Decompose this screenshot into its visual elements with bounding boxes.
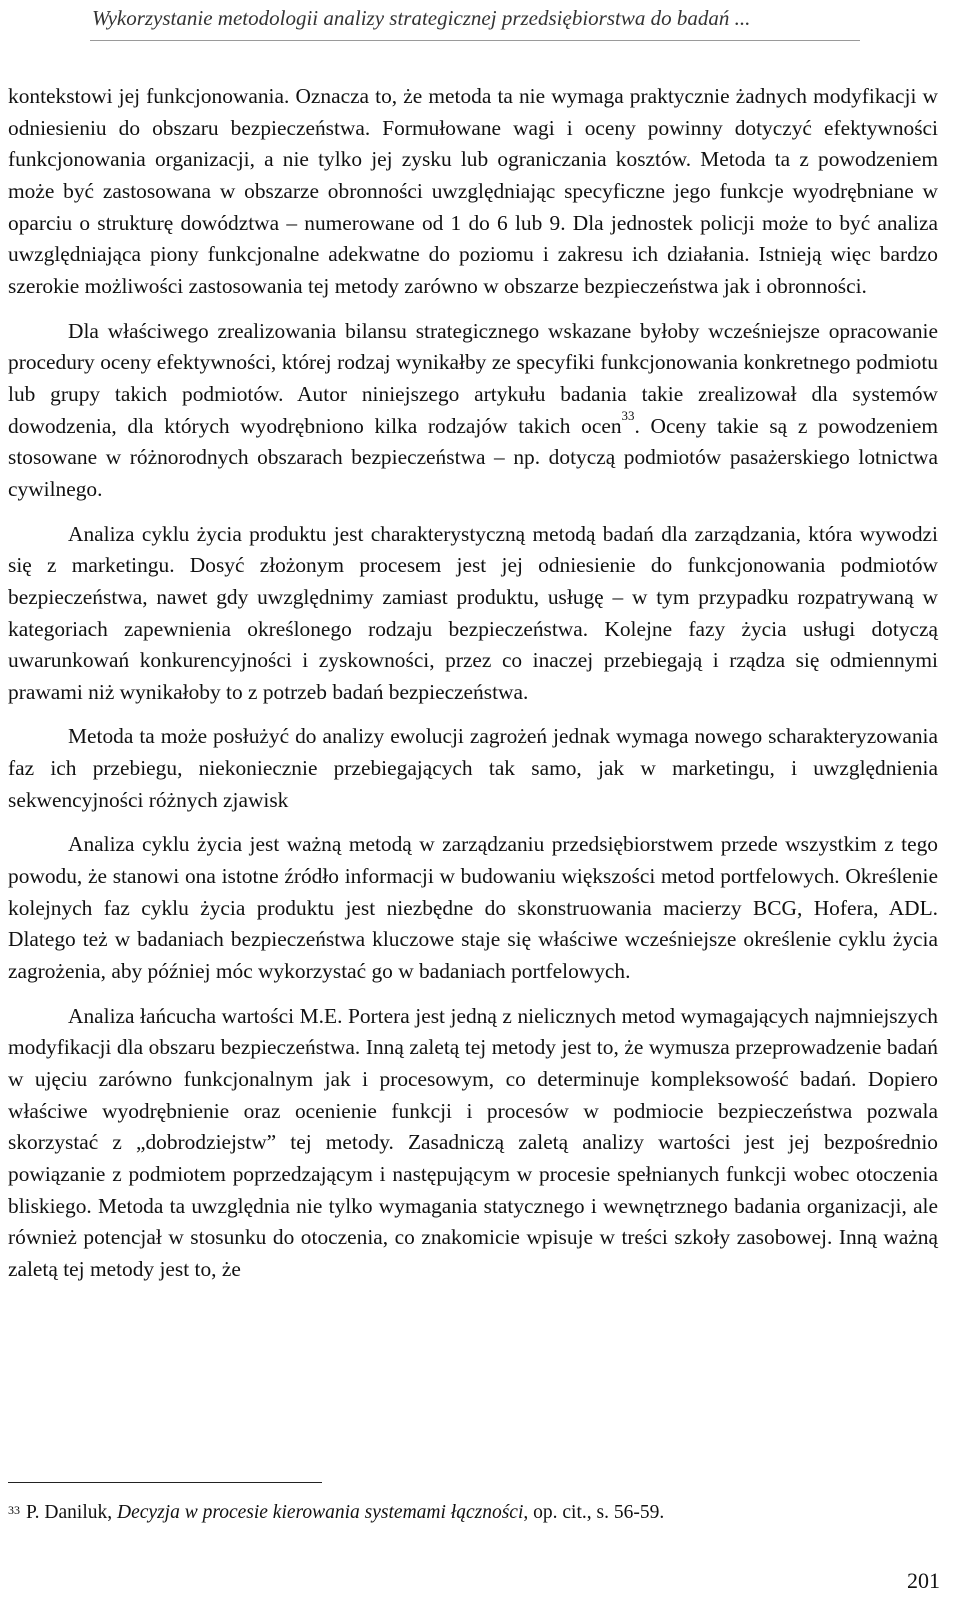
footnote-text-before: P. Daniluk, <box>26 1502 118 1523</box>
paragraph-5: Analiza cyklu życia jest ważną metodą w zarządzaniu przedsiębiorstwem przede wszystkim z tego powodu, że stanowi ona istotne źródło informacji w budowaniu większości metod portfelowych. Określenie kolejnych faz cyklu życia produktu jest niezbędne do skonstruowania macierzy BCG, Hofera, ADL. Dlatego też w badaniach bezpieczeństwa kluczowe staje się właściwe wcześniejsze określenie cyklu życia zagrożenia, aby później móc wykorzystać go w badaniach portfelowych. <box>8 832 938 984</box>
paragraph-2-text-after: . Oceny takie są z powodzeniem stosowane w różnorodnych obszarach bezpieczeństwa – np. dotyczą podmiotów pasażerskiego lotnictwa cywilnego. <box>8 413 938 501</box>
footnote-33 <box>8 1500 938 1526</box>
paragraph-6: Analiza łańcucha wartości M.E. Portera jest jedną z nielicznych metod wymagających najmniejszych modyfikacji dla obszaru bezpieczeństwa. Inną zaletą tej metody jest to, że wymusza przeprowadzenie badań w ujęciu zarówno funkcjonalnym jak i procesowym, co determinuje kompleksowość badań. Dopiero właściwe wyodrębnienie oraz ocenienie funkcji i procesów w podmiocie bezpieczeństwa pozwala skorzystać z „dobrodziejstw” tej metody. Zasadniczą zaletą analizy wartości jest jej bezpośrednio powiązanie z podmiotem poprzedzającym i następującym w procesie spełnianych funkcji wobec otoczenia bliskiego. Metoda ta uwzględnia nie tylko wymagania statycznego i wewnętrznego badania organizacji, ale również potencjał w stosunku do otoczenia, co znakomicie wpisuje w treści szkoły zasobowej. Inną ważną zaletą tej metody jest to, że <box>8 1003 938 1281</box>
paragraph-2-text-before: Dla właściwego zrealizowania bilansu strategicznego wskazane byłoby wcześniejsze opracowanie procedury oceny efektywności, której rodzaj wynikałby ze specyfiki funkcjonowania konkretnego podmiotu lub grupy takich podmiotów. Autor niniejszego artykułu badania takie zrealizował dla systemów dowodzenia, dla których wyodrębniono kilka rodzajów takich ocen <box>8 318 938 438</box>
paragraph-3: Analiza cyklu życia produktu jest charakterystyczną metodą badań dla zarządzania, która wywodzi się z marketingu. Dosyć złożonym procesem jest jej odniesienie do funkcjonowania podmiotów bezpieczeństwa, nawet gdy uwzględnimy zamiast produktu, usługę – w tym przypadku rozpatrywaną w kategoriach zapewnienia określonego rodzaju bezpieczeństwa. Kolejne fazy życia usługi dotyczą uwarunkowań konkurencyjności i zyskowności, przez co inaczej przebiegają i rządza się odmiennymi prawami niż wynikałoby to z potrzeb badań bezpieczeństwa. <box>8 521 938 704</box>
footnote-reference-33[interactable]: 33 <box>621 407 635 423</box>
main-text <box>8 81 938 1299</box>
header-divider <box>90 40 860 41</box>
footnote-cited-title: Decyzja w procesie kierowania systemami łączności <box>117 1502 524 1523</box>
paragraph-4: Metoda ta może posłużyć do analizy ewolucji zagrożeń jednak wymaga nowego scharakteryzowania faz ich przebiegu, niekoniecznie przebiegających tak samo, jak w marketingu, i uwzględnienia sekwencyjności różnych zjawisk <box>8 724 938 812</box>
footnote-text-after: , op. cit., s. 56-59. <box>523 1502 665 1523</box>
page-number: 201 <box>907 1568 940 1593</box>
running-header: Wykorzystanie metodologii analizy strategicznej przedsiębiorstwa do badań ... <box>92 6 751 30</box>
footnote-divider <box>8 1482 322 1483</box>
paragraph-2 <box>8 316 938 506</box>
paragraph-1: kontekstowi jej funkcjonowania. Oznacza to, że metoda ta nie wymaga praktycznie żadnych modyfikacji w odniesieniu do obszaru bezpieczeństwa. Formułowane wagi i oceny powinny dotyczyć efektywności funkcjonowania organizacji, a nie tylko jej zysku lub ograniczania kosztów. Metoda ta z powodzeniem może być zastosowana w obszarze obronności uwzględniając specyficzne jego funkcje wyodrębniane w oparciu o strukturę dowództwa – numerowane od 1 do 6 lub 9. Dla jednostek policji może to być analiza uwzględniająca piony funkcjonalne adekwatne do poziomu i zakresu ich działania. Istnieją więc bardzo szerokie możliwości zastosowania tej metody zarówno w obszarze bezpieczeństwa jak i obronności. <box>8 84 938 298</box>
footnote-number: 33 <box>8 1503 20 1517</box>
